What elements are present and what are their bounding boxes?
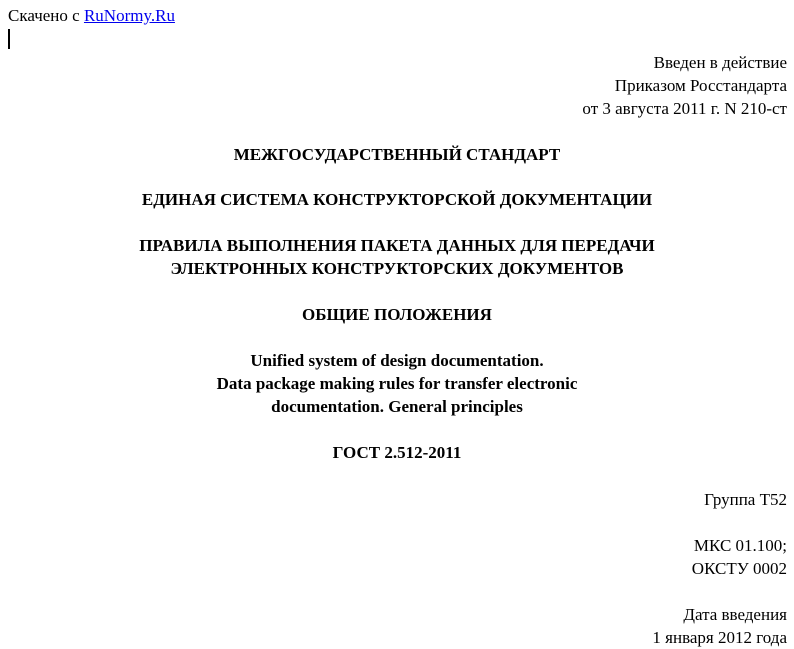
introduction-label: Дата введения: [683, 605, 787, 624]
system-heading-text: ЕДИНАЯ СИСТЕМА КОНСТРУКТОРСКОЙ ДОКУМЕНТАЦИИ: [141, 190, 653, 209]
enactment-line-1: Введен в действие: [653, 53, 787, 72]
text-cursor: [8, 29, 10, 49]
interstate-standard-text: МЕЖГОСУДАРСТВЕННЫЙ СТАНДАРТ: [233, 145, 561, 164]
english-title-line-3: documentation. General principles: [271, 397, 523, 416]
english-title-line-1: Unified system of design documentation.: [250, 351, 544, 370]
english-title: [0, 349, 794, 418]
source-prefix: Скачено с: [8, 6, 80, 25]
group-label: Группа Т52: [704, 490, 787, 509]
group-block: [704, 488, 787, 511]
source-link[interactable]: RuNormy.Ru: [83, 6, 175, 25]
classification-block: [692, 534, 787, 580]
rules-heading: [0, 234, 794, 280]
standard-code: [0, 441, 794, 464]
system-heading: [0, 188, 794, 211]
enactment-block: [582, 51, 787, 120]
rules-heading-line-1: ПРАВИЛА ВЫПОЛНЕНИЯ ПАКЕТА ДАННЫХ ДЛЯ ПЕРЕДАЧИ: [139, 236, 655, 255]
introduction-block: [652, 603, 787, 649]
rules-heading-line-2: ЭЛЕКТРОННЫХ КОНСТРУКТОРСКИХ ДОКУМЕНТОВ: [170, 259, 624, 278]
enactment-line-2: Приказом Росстандарта: [614, 76, 787, 95]
general-provisions-text: ОБЩИЕ ПОЛОЖЕНИЯ: [302, 305, 492, 324]
general-provisions-heading: [0, 303, 794, 326]
introduction-date: 1 января 2012 года: [652, 628, 787, 647]
enactment-line-3: от 3 августа 2011 г. N 210-ст: [582, 99, 787, 118]
okstu-code: ОКСТУ 0002: [691, 559, 787, 578]
english-title-line-2: Data package making rules for transfer electronic: [216, 374, 578, 393]
source-line: [8, 5, 175, 27]
mks-code: МКС 01.100;: [693, 536, 787, 555]
standard-code-text: ГОСТ 2.512-2011: [332, 443, 462, 462]
interstate-standard-heading: [0, 143, 794, 166]
